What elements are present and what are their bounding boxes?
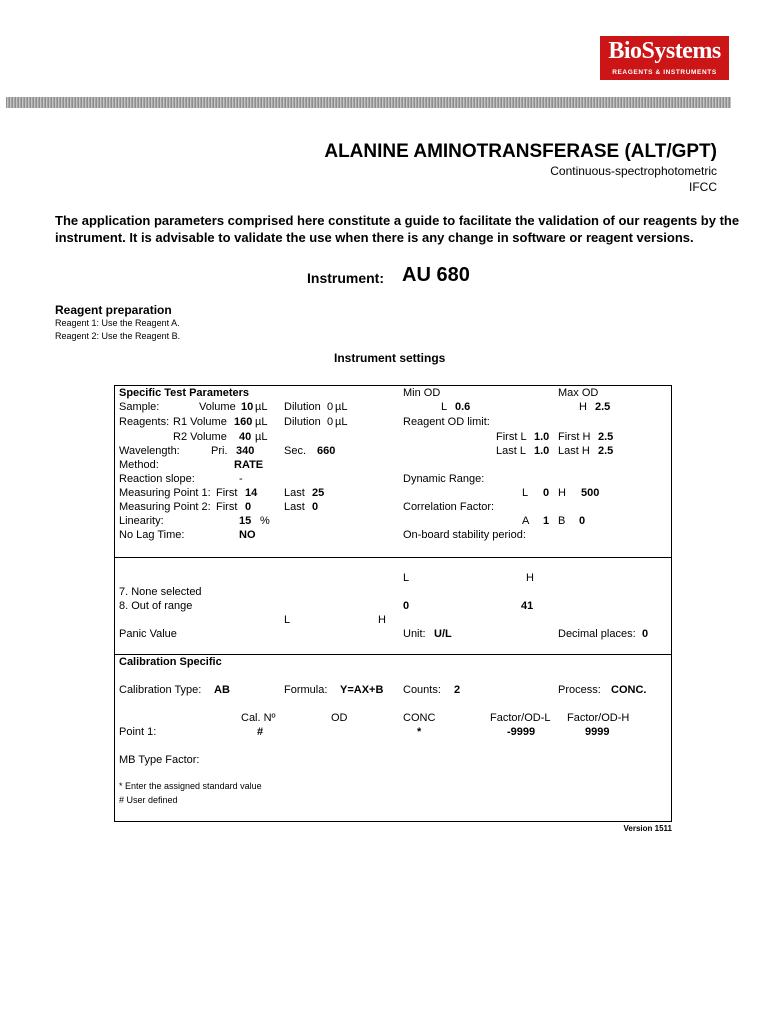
correlation-b-label: B [558, 515, 566, 527]
r1-volume-unit: µL [255, 416, 268, 428]
formula-value: Y=AX+B [340, 684, 384, 696]
biosystems-logo [600, 36, 729, 80]
range-l-label: L [403, 572, 410, 584]
range-h-label: H [526, 572, 534, 584]
maxod-h-value: 2.5 [595, 401, 611, 413]
last-l-label: Last L [496, 445, 526, 457]
first-l-value: 1.0 [534, 431, 550, 443]
correlation-b-value: 0 [579, 515, 586, 527]
note-user-defined: # User defined [119, 795, 178, 805]
mb-type-factor-label: MB Type Factor: [119, 754, 200, 766]
dynamic-l-label: L [522, 487, 529, 499]
mp2-first-label: First [216, 501, 238, 513]
panic-h-label: H [378, 614, 386, 626]
method-subtitle: Continuous-spectrophotometric [550, 164, 717, 178]
dynamic-h-label: H [558, 487, 566, 499]
sec-label: Sec. [284, 445, 307, 457]
wavelength-label: Wavelength: [119, 445, 180, 457]
method-value: RATE [234, 459, 264, 471]
mp2-last: 0 [312, 501, 319, 513]
sec-value: 660 [317, 445, 336, 457]
unit-value: U/L [434, 628, 452, 640]
pri-value: 340 [236, 445, 255, 457]
col-conc-header: CONC [403, 712, 436, 724]
reagent-1-prep: Reagent 1: Use the Reagent A. [55, 318, 180, 328]
col-factor-l-header: Factor/OD-L [490, 712, 551, 724]
divider-2 [114, 654, 672, 655]
out-of-range-label: 8. Out of range [119, 600, 193, 612]
col-factor-h-header: Factor/OD-H [567, 712, 630, 724]
correlation-label: Correlation Factor: [403, 501, 495, 513]
mp1-last: 25 [312, 487, 325, 499]
minod-l-label: L [441, 401, 448, 413]
calibration-heading: Calibration Specific [119, 656, 222, 668]
r2-volume: 40 [239, 431, 252, 443]
dynamic-l-value: 0 [543, 487, 550, 499]
point1-conc: * [417, 726, 422, 738]
point1-factor-h: 9999 [585, 726, 610, 738]
point1-factor-l: -9999 [507, 726, 536, 738]
counts-label: Counts: [403, 684, 441, 696]
note-standard-value: * Enter the assigned standard value [119, 781, 262, 791]
volume-label: Volume [199, 401, 236, 413]
mp1-first: 14 [245, 487, 258, 499]
correlation-a-label: A [522, 515, 530, 527]
last-l-value: 1.0 [534, 445, 550, 457]
r1-dilution-unit: µL [335, 416, 348, 428]
r1-dilution: 0 [327, 416, 334, 428]
correlation-a-value: 1 [543, 515, 550, 527]
minod-label: Min OD [403, 387, 441, 399]
calibration-type-value: AB [214, 684, 230, 696]
none-selected-label: 7. None selected [119, 586, 202, 598]
maxod-label: Max OD [558, 387, 599, 399]
r1-volume-label: R1 Volume [173, 416, 227, 428]
point1-label: Point 1: [119, 726, 157, 738]
mp2-label: Measuring Point 2: [119, 501, 211, 513]
maxod-h-label: H [579, 401, 587, 413]
process-value: CONC. [611, 684, 647, 696]
counts-value: 2 [454, 684, 461, 696]
intro-line-2: instrument. It is advisable to validate the use when there is any change in software or reagent versions. [55, 230, 694, 245]
sample-volume: 10 [241, 401, 254, 413]
unit-label: Unit: [403, 628, 426, 640]
dilution-label: Dilution [284, 401, 321, 413]
reaction-slope-label: Reaction slope: [119, 473, 195, 485]
logo-name: BioSystems [608, 38, 721, 64]
minod-l-value: 0.6 [455, 401, 471, 413]
mp2-first: 0 [245, 501, 252, 513]
r2-volume-unit: µL [255, 431, 268, 443]
instrument-settings-heading: Instrument settings [334, 351, 446, 365]
first-h-label: First H [558, 431, 591, 443]
decimal-places-label: Decimal places: [558, 628, 636, 640]
linearity-unit: % [260, 515, 270, 527]
dynamic-range-label: Dynamic Range: [403, 473, 485, 485]
header-band [6, 97, 731, 108]
reagent-prep-heading: Reagent preparation [55, 303, 172, 317]
version-label: Version 1511 [623, 824, 672, 833]
reagent-od-label: Reagent OD limit: [403, 416, 490, 428]
specific-params-heading: Specific Test Parameters [119, 387, 250, 399]
nolag-label: No Lag Time: [119, 529, 185, 541]
r1-volume: 160 [234, 416, 253, 428]
linearity-label: Linearity: [119, 515, 164, 527]
intro-line-1: The application parameters comprised here constitute a guide to facilitate the validation of our reagents by the [55, 213, 740, 228]
mp1-last-label: Last [284, 487, 305, 499]
sample-label: Sample: [119, 401, 160, 413]
range-l-value: 0 [403, 600, 410, 612]
page-title: ALANINE AMINOTRANSFERASE (ALT/GPT) [324, 141, 717, 162]
r1-dilution-label: Dilution [284, 416, 321, 428]
divider-1 [114, 557, 672, 558]
panic-l-label: L [284, 614, 291, 626]
range-h-value: 41 [521, 600, 534, 612]
linearity-value: 15 [239, 515, 252, 527]
last-h-label: Last H [558, 445, 590, 457]
onboard-stability-label: On-board stability period: [403, 529, 526, 541]
r2-volume-label: R2 Volume [173, 431, 227, 443]
first-l-label: First L [496, 431, 527, 443]
formula-label: Formula: [284, 684, 328, 696]
mp2-last-label: Last [284, 501, 305, 513]
sample-volume-unit: µL [255, 401, 268, 413]
reagent-2-prep: Reagent 2: Use the Reagent B. [55, 331, 181, 341]
first-h-value: 2.5 [598, 431, 614, 443]
method-label: Method: [119, 459, 159, 471]
sample-dilution-unit: µL [335, 401, 348, 413]
process-label: Process: [558, 684, 601, 696]
logo-tagline: REAGENTS & INSTRUMENTS [612, 69, 717, 76]
reagents-label: Reagents: [119, 416, 170, 428]
dynamic-h-value: 500 [581, 487, 600, 499]
col-od-header: OD [331, 712, 348, 724]
sample-dilution: 0 [327, 401, 334, 413]
point1-cal: # [257, 726, 264, 738]
col-cal-header: Cal. Nº [241, 712, 276, 724]
pri-label: Pri. [211, 445, 228, 457]
standard-subtitle: IFCC [689, 180, 717, 194]
calibration-type-label: Calibration Type: [119, 684, 202, 696]
reaction-slope-value: - [239, 473, 243, 485]
nolag-value: NO [239, 529, 256, 541]
mp1-label: Measuring Point 1: [119, 487, 211, 499]
mp1-first-label: First [216, 487, 238, 499]
instrument-label: Instrument: [307, 270, 384, 286]
last-h-value: 2.5 [598, 445, 614, 457]
instrument-value: AU 680 [402, 264, 470, 286]
decimal-places-value: 0 [642, 628, 649, 640]
panic-value-label: Panic Value [119, 628, 177, 640]
